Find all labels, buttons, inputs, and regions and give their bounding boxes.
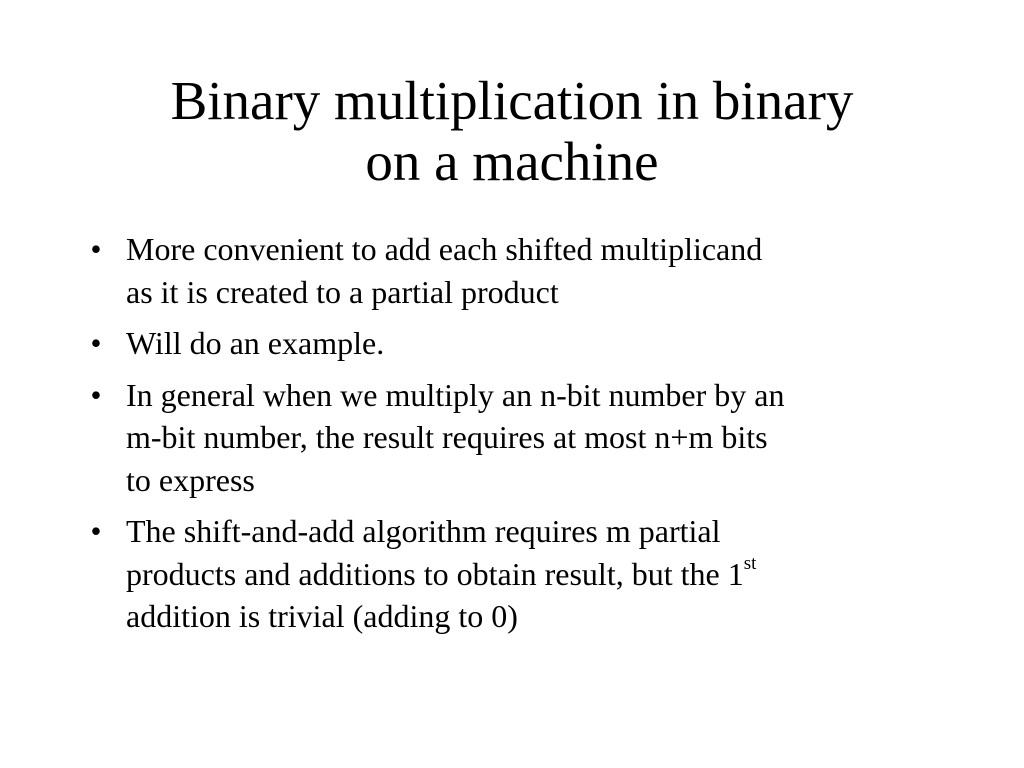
- slide-title: [60, 70, 964, 192]
- bullet-marker-icon: •: [90, 513, 102, 549]
- bullet-marker-icon: •: [90, 231, 102, 267]
- bullet-text-2: [126, 322, 980, 365]
- bullet-2-line-1: Will do an example.: [126, 325, 385, 361]
- bullet-marker-icon: •: [90, 376, 102, 413]
- bullet-4-line-1: The shift-and-add algorithm requires m partial: [126, 513, 721, 549]
- ordinal-superscript: st: [743, 552, 757, 574]
- bullet-1-line-2: as it is created to a partial product: [126, 273, 559, 310]
- bullet-item-1: [80, 228, 980, 313]
- bullet-text-4: [126, 510, 980, 638]
- slide-title-line-1: Binary multiplication in binary: [170, 70, 854, 131]
- bullet-4-line-2-main: products and additions to obtain result, but the 1: [126, 555, 744, 592]
- bullet-4-line-2: [126, 553, 980, 596]
- bullet-4-line-3: addition is trivial (adding to 0): [126, 598, 518, 634]
- bullet-list: [80, 228, 980, 647]
- bullet-1-line-1: More convenient to add each shifted multiplicand: [126, 231, 763, 267]
- bullet-item-3: [80, 374, 980, 502]
- bullet-marker-icon: •: [90, 325, 102, 361]
- bullet-3-line-2: m-bit number, the result requires at most n+m bits: [126, 419, 768, 455]
- bullet-text-1: [126, 228, 980, 313]
- bullet-item-4: [80, 510, 980, 638]
- bullet-item-2: [80, 322, 980, 365]
- slide-title-line-2: on a machine: [365, 131, 659, 192]
- bullet-text-3: [126, 374, 980, 502]
- bullet-3-line-1: In general when we multiply an n-bit number by an: [126, 376, 785, 413]
- bullet-3-line-3: to express: [126, 461, 255, 498]
